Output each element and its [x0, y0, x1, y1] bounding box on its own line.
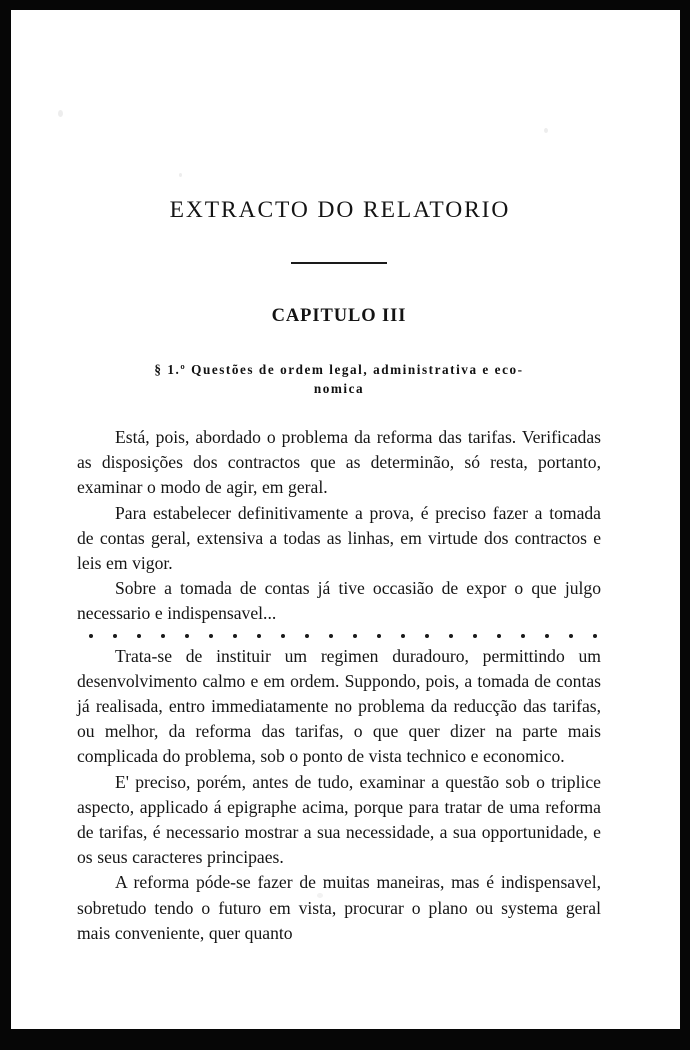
- chapter-heading: CAPITULO III: [271, 306, 407, 326]
- separator-dot: [113, 634, 117, 638]
- dotted-separator: [77, 627, 601, 644]
- paragraph: Está, pois, abordado o problema da reforma das tarifas. Verificadas as disposições dos contractos que as determinão, só resta, portanto, examinar o modo de agir, em geral.: [77, 427, 601, 498]
- separator-dot: [377, 634, 381, 638]
- separator-dot: [161, 634, 165, 638]
- paragraph: Sobre a tomada de contas já tive occasião de expor o que julgo necessario e indispensavel...: [77, 578, 601, 624]
- separator-dot: [497, 634, 501, 638]
- separator-dot: [545, 634, 549, 638]
- title-rule-container: [77, 224, 601, 272]
- section-heading-line-1: § 1.º Questões de ordem legal, administrativa e eco-: [154, 362, 524, 377]
- horizontal-rule-divider: [291, 262, 387, 264]
- separator-dot: [305, 634, 309, 638]
- paragraph: Trata-se de instituir um regimen duradouro, permittindo um desenvolvimento calmo e em ordem. Suppondo, pois, a tomada de contas já realisada, entro immediatamente no problema da reducção das tarifas, ou melhor, da reforma das tarifas, o que quer dizer na parte mais complicada do problema, sob o ponto de vista technico e economico.: [77, 645, 601, 767]
- separator-dot: [233, 634, 237, 638]
- separator-dot: [209, 634, 213, 638]
- separator-dot: [425, 634, 429, 638]
- paragraph: Para estabelecer definitivamente a prova, é preciso fazer a tomada de contas geral, extensiva a todas as linhas, em virtude dos contractos e leis em vigor.: [77, 502, 601, 574]
- page-title: EXTRACTO DO RELATORIO: [169, 197, 511, 223]
- separator-dot: [521, 634, 525, 638]
- separator-dot: [257, 634, 261, 638]
- separator-dot: [449, 634, 453, 638]
- body-text: [77, 398, 601, 946]
- separator-dot: [473, 634, 477, 638]
- separator-dot: [137, 634, 141, 638]
- separator-dot: [401, 634, 405, 638]
- text-column: [77, 10, 601, 946]
- separator-dot: [281, 634, 285, 638]
- section-heading: [77, 327, 601, 398]
- document-page: [11, 10, 680, 1029]
- separator-dot: [569, 634, 573, 638]
- separator-dot: [329, 634, 333, 638]
- paragraph: A reforma póde-se fazer de muitas maneiras, mas é indispensavel, sobretudo tendo o futuro em vista, procurar o plano ou systema geral mais conveniente, quer quanto: [77, 872, 601, 943]
- section-heading-line-2: nomica: [313, 381, 365, 396]
- scan-speck: [58, 110, 63, 117]
- separator-dot: [185, 634, 189, 638]
- paragraph: E' preciso, porém, antes de tudo, examinar a questão sob o triplice aspecto, applicado á epigraphe acima, porque para tratar de uma reforma de tarifas, é necessario mostrar a sua necessidade, a sua opportunidade, e os seus caracteres principaes.: [77, 771, 601, 868]
- separator-dot: [593, 634, 597, 638]
- separator-dot: [353, 634, 357, 638]
- separator-dot: [89, 634, 93, 638]
